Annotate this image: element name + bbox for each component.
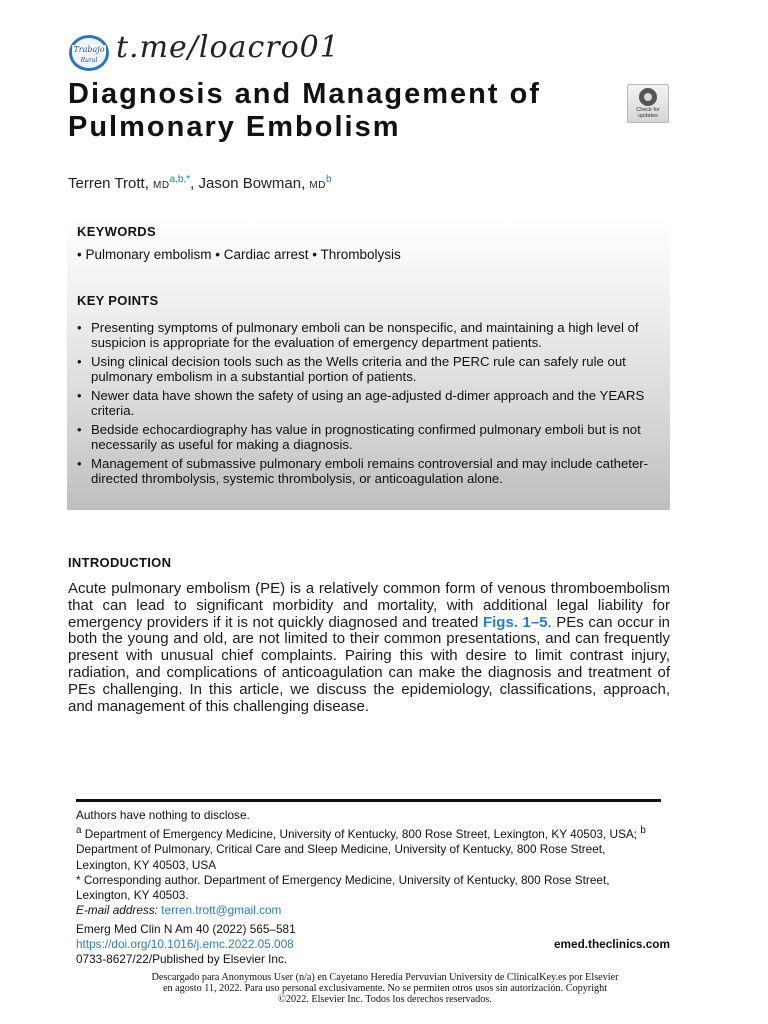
introduction-heading: INTRODUCTION [68, 555, 172, 570]
doi-link[interactable]: https://doi.org/10.1016/j.emc.2022.05.008 [76, 937, 294, 952]
author-1-name: Terren Trott, [68, 175, 149, 192]
watermark-logo [68, 34, 110, 72]
key-point-item: • Bedside echocardiography has value in prognosticating confirmed pulmonary emboli but is not necessarily as useful for making a diagnosis. [77, 422, 649, 452]
corresponding-author: * Corresponding author. Department of Emergency Medicine, University of Kentucky, 800 Rose Street, Lexington, KY 40503. [76, 872, 610, 902]
keywords-heading: KEYWORDS [77, 224, 156, 239]
key-points-heading: KEY POINTS [77, 293, 159, 308]
watermark-logo-line1: Trabajo [73, 45, 105, 54]
email-label: E-mail address: [76, 903, 158, 918]
author-line [68, 174, 332, 192]
journal-citation: Emerg Med Clin N Am 40 (2022) 565–581 [76, 922, 296, 936]
intro-text-after: . PEs can occur in both the young and old, are not limited to their common presentations, and can frequently present with unusual chief complaints. Pairing this with desire to limit contrast injury, radiation, and complications of anticoagulation can make the diagnosis and treatment of PEs challenging. In this article, we discuss the epidemiology, classifications, approach, and management of this challenging disease. [68, 613, 670, 715]
footnote-divider [76, 799, 661, 802]
check-for-updates-label: Check for updates [636, 107, 660, 119]
journal-info [76, 922, 670, 968]
affiliations [76, 823, 662, 873]
affiliation-b-mark: b [640, 825, 646, 837]
author-2-degree: MD [309, 180, 326, 191]
email-link[interactable]: terren.trott@gmail.com [161, 903, 282, 918]
article-title: Diagnosis and Management of Pulmonary Embolism [68, 78, 541, 143]
journal-site-link[interactable]: emed.theclinics.com [553, 937, 670, 951]
disclosure-statement: Authors have nothing to disclose. [76, 808, 250, 822]
email-line [76, 903, 662, 918]
author-1-affiliation-marks[interactable]: a,b,* [169, 174, 191, 185]
intro-text-before: Acute pulmonary embolism (PE) is a relatively common form of venous thromboembolism that can lead to significant morbidity and mortality, with additional legal liability for emergency providers if it is not quickly diagnosed and treated [68, 580, 670, 631]
key-points-list [77, 320, 649, 490]
affiliation-a-mark: a [76, 825, 82, 837]
download-notice: Descargado para Anonymous User (n/a) en Cayetano Heredia Pervuvian University de ClinicalKey.es por Elsevier en agosto 11, 2022. Para uso personal exclusivamente. No se permiten otros usos sin autorización. Copyright ©2022. Elsevier Inc. Todos los derechos reservados. [151, 972, 619, 1006]
keywords-list: • Pulmonary embolism • Cardiac arrest • Thrombolysis [77, 247, 401, 262]
key-point-item: • Newer data have shown the safety of using an age-adjusted d-dimer approach and the YEARS criteria. [77, 388, 649, 418]
author-separator: , [190, 175, 199, 192]
figures-link[interactable]: Figs. 1–5 [482, 613, 548, 631]
key-point-item: • Management of submassive pulmonary emboli remains controversial and may include catheter-directed thrombolysis, systemic thrombolysis, or anticoagulation alone. [77, 456, 649, 486]
keypoints-box [67, 218, 670, 510]
introduction-paragraph [68, 581, 670, 715]
watermark-text: t.me/loacro01 [116, 30, 340, 65]
key-point-item: • Presenting symptoms of pulmonary emboli can be nonspecific, and maintaining a high level of suspicion is appropriate for the evaluation of emergency department patients. [77, 320, 649, 350]
key-point-item: • Using clinical decision tools such as the Wells criteria and the PERC rule can safely rule out pulmonary embolism in a substantial portion of patients. [77, 354, 649, 384]
affiliation-b: Department of Pulmonary, Critical Care and Sleep Medicine, University of Kentucky, 800 Rose Street, Lexington, KY 40503, USA [76, 842, 606, 872]
author-2-name: Jason Bowman, [198, 175, 306, 192]
check-for-updates-button[interactable] [627, 84, 669, 123]
affiliation-a: Department of Emergency Medicine, University of Kentucky, 800 Rose Street, Lexington, KY 40503, USA; [81, 827, 641, 842]
author-1-degree: MD [153, 180, 170, 191]
watermark-logo-line2: Rural [80, 57, 98, 64]
crossmark-icon [639, 88, 657, 106]
author-2-affiliation-marks[interactable]: b [325, 174, 332, 185]
issn-publisher: 0733-8627/22/Published by Elsevier Inc. [76, 952, 288, 967]
footnotes [76, 808, 662, 918]
